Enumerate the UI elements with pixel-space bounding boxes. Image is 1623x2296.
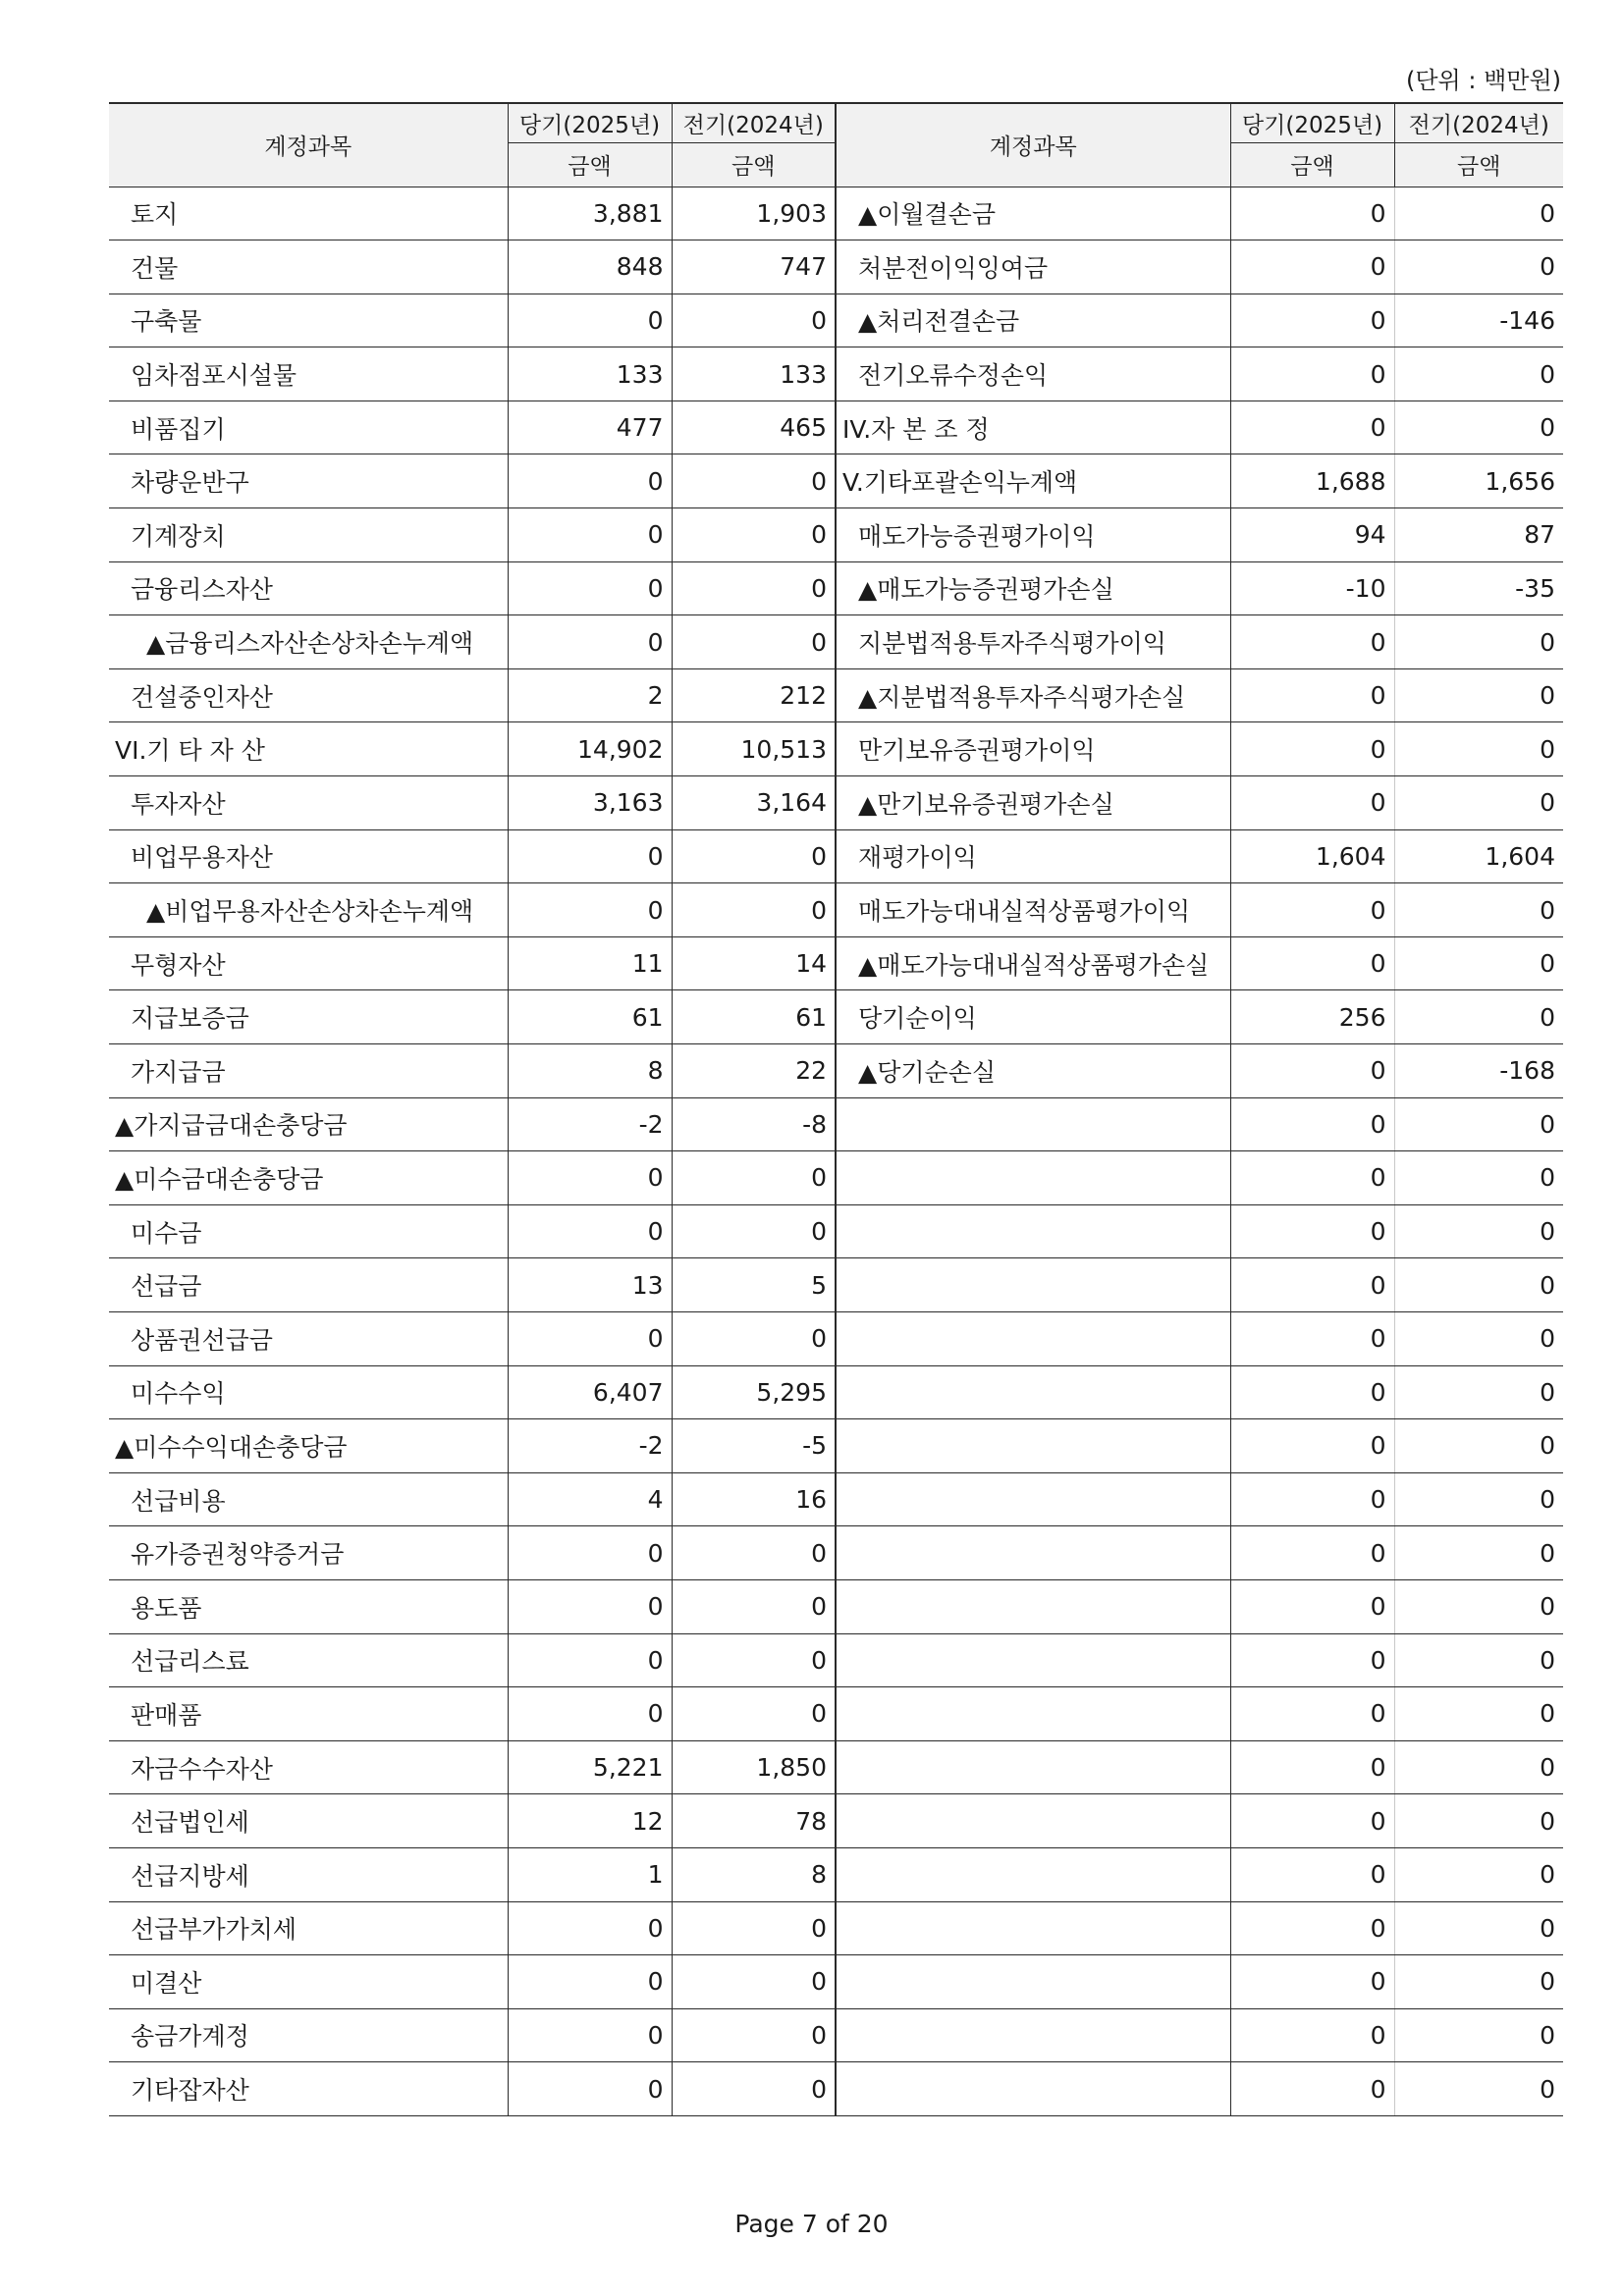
header-account-right: 계정과목 <box>836 103 1230 187</box>
account-left: ▲금융리스자산손상차손누계액 <box>109 615 508 669</box>
prior-amount-left: 0 <box>672 294 836 347</box>
table-row <box>109 1311 1563 1365</box>
table-row <box>109 1258 1563 1312</box>
prior-amount-right: 0 <box>1394 1901 1563 1955</box>
table-row <box>109 2062 1563 2116</box>
prior-amount-left: 16 <box>672 1472 836 1526</box>
account-right <box>836 2062 1230 2116</box>
account-left: 선급리스료 <box>109 1633 508 1687</box>
account-left: 기타잡자산 <box>109 2062 508 2116</box>
account-left: ▲가지급금대손충당금 <box>109 1097 508 1151</box>
table-header <box>109 103 1563 187</box>
account-right <box>836 1204 1230 1258</box>
prior-amount-left: 0 <box>672 2062 836 2116</box>
prior-amount-left: 0 <box>672 1687 836 1741</box>
header-prior-left: 전기(2024년) <box>672 103 836 142</box>
table-row <box>109 1847 1563 1901</box>
prior-amount-right: 0 <box>1394 1579 1563 1633</box>
prior-amount-right: 0 <box>1394 2008 1563 2062</box>
current-amount-left: 14,902 <box>508 722 672 776</box>
header-amount: 금액 <box>1230 142 1394 187</box>
prior-amount-left: 0 <box>672 1526 836 1580</box>
prior-amount-right: -168 <box>1394 1044 1563 1098</box>
prior-amount-right: 0 <box>1394 400 1563 454</box>
current-amount-left: 12 <box>508 1794 672 1848</box>
prior-amount-right: -146 <box>1394 294 1563 347</box>
account-right: ▲당기순손실 <box>836 1044 1230 1098</box>
prior-amount-left: 5,295 <box>672 1365 836 1419</box>
prior-amount-right: 0 <box>1394 1633 1563 1687</box>
current-amount-left: 0 <box>508 1151 672 1205</box>
current-amount-right: 0 <box>1230 615 1394 669</box>
table-row <box>109 1687 1563 1741</box>
current-amount-left: 3,881 <box>508 187 672 240</box>
account-left: 선급지방세 <box>109 1847 508 1901</box>
prior-amount-left: 465 <box>672 400 836 454</box>
account-left: 선급부가가치세 <box>109 1901 508 1955</box>
header-amount: 금액 <box>1394 142 1563 187</box>
table-row <box>109 615 1563 669</box>
account-left: 구축물 <box>109 294 508 347</box>
account-left: 판매품 <box>109 1687 508 1741</box>
account-left: 용도품 <box>109 1579 508 1633</box>
account-right: ▲매도가능증권평가손실 <box>836 561 1230 615</box>
account-right <box>836 1847 1230 1901</box>
current-amount-right: 0 <box>1230 1258 1394 1312</box>
current-amount-right: 0 <box>1230 1311 1394 1365</box>
account-right <box>836 1311 1230 1365</box>
current-amount-right: 0 <box>1230 722 1394 776</box>
account-right: ▲이월결손금 <box>836 187 1230 240</box>
account-right: 처분전이익잉여금 <box>836 240 1230 294</box>
current-amount-left: 0 <box>508 561 672 615</box>
current-amount-left: 0 <box>508 1633 672 1687</box>
prior-amount-left: 0 <box>672 1901 836 1955</box>
prior-amount-left: 8 <box>672 1847 836 1901</box>
current-amount-right: 0 <box>1230 1526 1394 1580</box>
account-left: 가지급금 <box>109 1044 508 1098</box>
prior-amount-right: 0 <box>1394 615 1563 669</box>
current-amount-right: 1,604 <box>1230 829 1394 883</box>
prior-amount-left: -8 <box>672 1097 836 1151</box>
account-right <box>836 1472 1230 1526</box>
account-left: ▲미수금대손충당금 <box>109 1151 508 1205</box>
prior-amount-right: 0 <box>1394 1365 1563 1419</box>
prior-amount-right: 0 <box>1394 1151 1563 1205</box>
table-row <box>109 1097 1563 1151</box>
prior-amount-left: 0 <box>672 829 836 883</box>
prior-amount-right: 0 <box>1394 1687 1563 1741</box>
prior-amount-left: 1,903 <box>672 187 836 240</box>
prior-amount-right: 0 <box>1394 776 1563 830</box>
prior-amount-right: 1,656 <box>1394 454 1563 508</box>
account-right <box>836 1740 1230 1794</box>
account-left: 선급금 <box>109 1258 508 1312</box>
current-amount-right: 0 <box>1230 1579 1394 1633</box>
current-amount-left: 848 <box>508 240 672 294</box>
prior-amount-right: 0 <box>1394 1526 1563 1580</box>
table-row <box>109 668 1563 722</box>
current-amount-right: 256 <box>1230 990 1394 1044</box>
current-amount-right: 0 <box>1230 668 1394 722</box>
current-amount-right: 0 <box>1230 1794 1394 1848</box>
current-amount-right: 0 <box>1230 1419 1394 1473</box>
current-amount-right: 0 <box>1230 883 1394 937</box>
prior-amount-left: 10,513 <box>672 722 836 776</box>
account-left: 송금가계정 <box>109 2008 508 2062</box>
prior-amount-left: 61 <box>672 990 836 1044</box>
prior-amount-right: 87 <box>1394 508 1563 562</box>
account-left: 금융리스자산 <box>109 561 508 615</box>
prior-amount-left: 3,164 <box>672 776 836 830</box>
table-row <box>109 1740 1563 1794</box>
prior-amount-left: 5 <box>672 1258 836 1312</box>
account-right: 만기보유증권평가이익 <box>836 722 1230 776</box>
prior-amount-right: 0 <box>1394 883 1563 937</box>
current-amount-left: -2 <box>508 1419 672 1473</box>
table-row <box>109 1579 1563 1633</box>
current-amount-right: 0 <box>1230 1151 1394 1205</box>
current-amount-right: 0 <box>1230 1901 1394 1955</box>
account-right: 매도가능대내실적상품평가이익 <box>836 883 1230 937</box>
current-amount-right: 0 <box>1230 240 1394 294</box>
prior-amount-right: 0 <box>1394 2062 1563 2116</box>
table-row <box>109 508 1563 562</box>
table-row <box>109 1419 1563 1473</box>
current-amount-right: 0 <box>1230 776 1394 830</box>
account-right <box>836 1794 1230 1848</box>
header-current-right: 당기(2025년) <box>1230 103 1394 142</box>
current-amount-right: 94 <box>1230 508 1394 562</box>
account-right <box>836 1526 1230 1580</box>
account-left: 자금수수자산 <box>109 1740 508 1794</box>
current-amount-right: 0 <box>1230 1847 1394 1901</box>
current-amount-right: -10 <box>1230 561 1394 615</box>
account-right <box>836 1258 1230 1312</box>
current-amount-left: 2 <box>508 668 672 722</box>
prior-amount-right: 0 <box>1394 722 1563 776</box>
prior-amount-right: 0 <box>1394 1258 1563 1312</box>
account-left: 상품권선급금 <box>109 1311 508 1365</box>
table-row <box>109 1472 1563 1526</box>
current-amount-left: 0 <box>508 2062 672 2116</box>
current-amount-right: 0 <box>1230 1633 1394 1687</box>
prior-amount-right: 0 <box>1394 1740 1563 1794</box>
table-row <box>109 1204 1563 1258</box>
account-left: 기계장치 <box>109 508 508 562</box>
current-amount-left: 0 <box>508 883 672 937</box>
current-amount-left: -2 <box>508 1097 672 1151</box>
account-right <box>836 1955 1230 2009</box>
table-row <box>109 1151 1563 1205</box>
prior-amount-right: 0 <box>1394 1097 1563 1151</box>
account-left: 미결산 <box>109 1955 508 2009</box>
current-amount-right: 0 <box>1230 1204 1394 1258</box>
account-right <box>836 1901 1230 1955</box>
current-amount-left: 0 <box>508 1687 672 1741</box>
table-row <box>109 1901 1563 1955</box>
current-amount-left: 0 <box>508 1579 672 1633</box>
current-amount-left: 0 <box>508 454 672 508</box>
header-current-left: 당기(2025년) <box>508 103 672 142</box>
current-amount-right: 0 <box>1230 347 1394 401</box>
prior-amount-right: -35 <box>1394 561 1563 615</box>
account-left: ▲미수수익대손충당금 <box>109 1419 508 1473</box>
current-amount-right: 1,688 <box>1230 454 1394 508</box>
prior-amount-right: 0 <box>1394 668 1563 722</box>
page-footer: Page 7 of 20 <box>734 2210 889 2238</box>
table-row <box>109 240 1563 294</box>
current-amount-left: 0 <box>508 1955 672 2009</box>
table-row <box>109 722 1563 776</box>
current-amount-right: 0 <box>1230 1687 1394 1741</box>
table-row <box>109 883 1563 937</box>
prior-amount-left: 0 <box>672 1204 836 1258</box>
prior-amount-left: 0 <box>672 1633 836 1687</box>
account-right: V.기타포괄손익누계액 <box>836 454 1230 508</box>
prior-amount-right: 0 <box>1394 1419 1563 1473</box>
prior-amount-right: 0 <box>1394 1847 1563 1901</box>
account-left: 유가증권청약증거금 <box>109 1526 508 1580</box>
current-amount-right: 0 <box>1230 1955 1394 2009</box>
prior-amount-left: -5 <box>672 1419 836 1473</box>
account-right <box>836 2008 1230 2062</box>
table-row <box>109 1633 1563 1687</box>
current-amount-left: 61 <box>508 990 672 1044</box>
prior-amount-right: 0 <box>1394 1204 1563 1258</box>
table-row <box>109 1526 1563 1580</box>
table-row <box>109 2008 1563 2062</box>
account-right: ▲지분법적용투자주식평가손실 <box>836 668 1230 722</box>
table-row <box>109 776 1563 830</box>
table-row <box>109 1365 1563 1419</box>
prior-amount-left: 0 <box>672 1311 836 1365</box>
account-right: ▲처리전결손금 <box>836 294 1230 347</box>
account-left: 차량운반구 <box>109 454 508 508</box>
account-left: VI.기 타 자 산 <box>109 722 508 776</box>
prior-amount-right: 0 <box>1394 1472 1563 1526</box>
account-right <box>836 1579 1230 1633</box>
account-left: 미수금 <box>109 1204 508 1258</box>
prior-amount-left: 0 <box>672 2008 836 2062</box>
current-amount-right: 0 <box>1230 1472 1394 1526</box>
account-left: 토지 <box>109 187 508 240</box>
prior-amount-left: 0 <box>672 1579 836 1633</box>
current-amount-left: 0 <box>508 1901 672 1955</box>
prior-amount-right: 0 <box>1394 1794 1563 1848</box>
current-amount-right: 0 <box>1230 187 1394 240</box>
prior-amount-left: 22 <box>672 1044 836 1098</box>
table-row <box>109 1794 1563 1848</box>
prior-amount-left: 0 <box>672 615 836 669</box>
account-right: 지분법적용투자주식평가이익 <box>836 615 1230 669</box>
prior-amount-left: 133 <box>672 347 836 401</box>
table-body <box>109 187 1563 2115</box>
current-amount-left: 13 <box>508 1258 672 1312</box>
prior-amount-left: 78 <box>672 1794 836 1848</box>
header-amount: 금액 <box>672 142 836 187</box>
account-right: ▲매도가능대내실적상품평가손실 <box>836 936 1230 990</box>
account-left: 선급비용 <box>109 1472 508 1526</box>
current-amount-left: 0 <box>508 294 672 347</box>
current-amount-left: 11 <box>508 936 672 990</box>
prior-amount-right: 0 <box>1394 1955 1563 2009</box>
prior-amount-left: 0 <box>672 508 836 562</box>
prior-amount-left: 0 <box>672 454 836 508</box>
account-right: 당기순이익 <box>836 990 1230 1044</box>
prior-amount-right: 0 <box>1394 936 1563 990</box>
prior-amount-left: 0 <box>672 561 836 615</box>
prior-amount-right: 1,604 <box>1394 829 1563 883</box>
current-amount-left: 5,221 <box>508 1740 672 1794</box>
current-amount-left: 133 <box>508 347 672 401</box>
current-amount-right: 0 <box>1230 1044 1394 1098</box>
current-amount-left: 3,163 <box>508 776 672 830</box>
prior-amount-right: 0 <box>1394 187 1563 240</box>
account-right <box>836 1633 1230 1687</box>
unit-label: (단위 : 백만원) <box>1406 67 1561 94</box>
account-left: 건물 <box>109 240 508 294</box>
current-amount-left: 0 <box>508 829 672 883</box>
current-amount-left: 4 <box>508 1472 672 1526</box>
account-left: ▲비업무용자산손상차손누계액 <box>109 883 508 937</box>
current-amount-right: 0 <box>1230 294 1394 347</box>
prior-amount-left: 212 <box>672 668 836 722</box>
table-row <box>109 347 1563 401</box>
current-amount-right: 0 <box>1230 936 1394 990</box>
prior-amount-right: 0 <box>1394 990 1563 1044</box>
current-amount-left: 0 <box>508 615 672 669</box>
table-row <box>109 1955 1563 2009</box>
prior-amount-left: 0 <box>672 1151 836 1205</box>
current-amount-left: 0 <box>508 2008 672 2062</box>
account-left: 비품집기 <box>109 400 508 454</box>
current-amount-left: 6,407 <box>508 1365 672 1419</box>
current-amount-right: 0 <box>1230 400 1394 454</box>
current-amount-right: 0 <box>1230 1365 1394 1419</box>
table-row <box>109 400 1563 454</box>
table-row <box>109 990 1563 1044</box>
table-row <box>109 294 1563 347</box>
account-left: 선급법인세 <box>109 1794 508 1848</box>
account-right <box>836 1151 1230 1205</box>
table-row <box>109 936 1563 990</box>
current-amount-left: 477 <box>508 400 672 454</box>
account-left: 지급보증금 <box>109 990 508 1044</box>
prior-amount-right: 0 <box>1394 1311 1563 1365</box>
current-amount-right: 0 <box>1230 2008 1394 2062</box>
account-right: 매도가능증권평가이익 <box>836 508 1230 562</box>
table-row <box>109 561 1563 615</box>
table-row <box>109 454 1563 508</box>
account-left: 투자자산 <box>109 776 508 830</box>
prior-amount-left: 0 <box>672 1955 836 2009</box>
current-amount-left: 0 <box>508 508 672 562</box>
account-right: 전기오류수정손익 <box>836 347 1230 401</box>
header-prior-right: 전기(2024년) <box>1394 103 1563 142</box>
account-left: 무형자산 <box>109 936 508 990</box>
current-amount-right: 0 <box>1230 2062 1394 2116</box>
current-amount-left: 0 <box>508 1311 672 1365</box>
account-right: 재평가이익 <box>836 829 1230 883</box>
current-amount-left: 0 <box>508 1204 672 1258</box>
table-row <box>109 1044 1563 1098</box>
header-amount: 금액 <box>508 142 672 187</box>
account-right <box>836 1365 1230 1419</box>
account-right: ▲만기보유증권평가손실 <box>836 776 1230 830</box>
prior-amount-left: 747 <box>672 240 836 294</box>
account-right <box>836 1419 1230 1473</box>
header-account-left: 계정과목 <box>109 103 508 187</box>
prior-amount-right: 0 <box>1394 347 1563 401</box>
account-right <box>836 1097 1230 1151</box>
account-left: 비업무용자산 <box>109 829 508 883</box>
account-left: 임차점포시설물 <box>109 347 508 401</box>
current-amount-left: 1 <box>508 1847 672 1901</box>
current-amount-left: 8 <box>508 1044 672 1098</box>
current-amount-right: 0 <box>1230 1740 1394 1794</box>
prior-amount-left: 0 <box>672 883 836 937</box>
financial-statement-table <box>109 102 1563 2116</box>
prior-amount-left: 14 <box>672 936 836 990</box>
account-left: 건설중인자산 <box>109 668 508 722</box>
prior-amount-right: 0 <box>1394 240 1563 294</box>
account-right: IV.자 본 조 정 <box>836 400 1230 454</box>
account-right <box>836 1687 1230 1741</box>
account-left: 미수수익 <box>109 1365 508 1419</box>
current-amount-left: 0 <box>508 1526 672 1580</box>
prior-amount-left: 1,850 <box>672 1740 836 1794</box>
current-amount-right: 0 <box>1230 1097 1394 1151</box>
table-row <box>109 187 1563 240</box>
table-row <box>109 829 1563 883</box>
